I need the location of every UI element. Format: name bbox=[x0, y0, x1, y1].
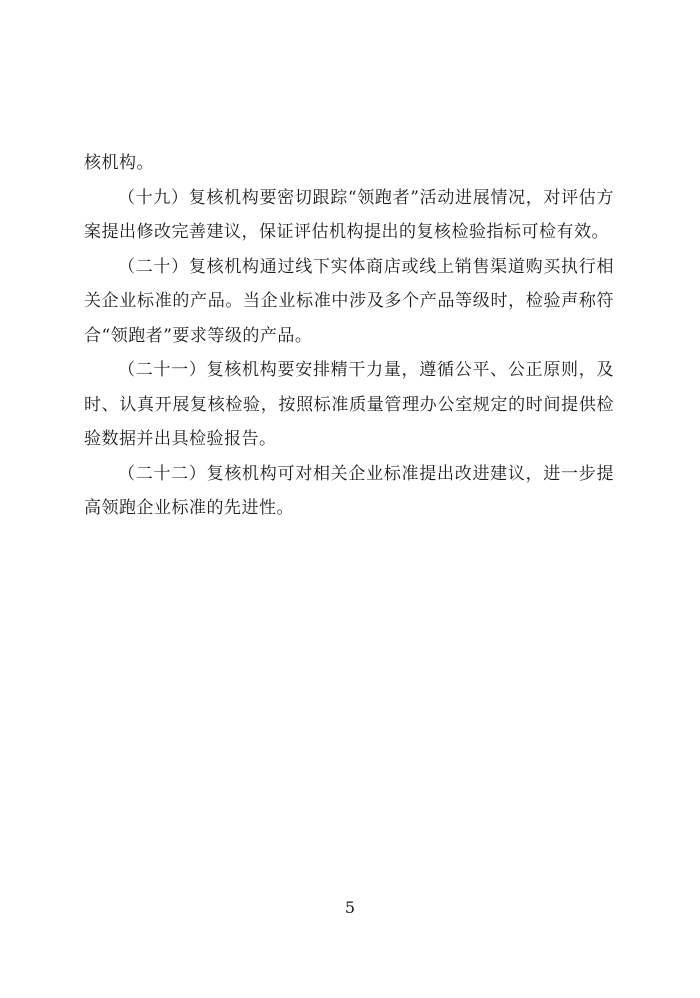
paragraph-continuation: 核机构。 bbox=[84, 153, 154, 173]
paragraph-19: （十九）复核机构要密切跟踪“领跑者”活动进展情况，对评估方案提出修改完善建议，保证评估机构提出的复核检验指标可检有效。 bbox=[84, 187, 614, 242]
paragraph-20: （二十）复核机构通过线下实体商店或线上销售渠道购买执行相关企业标准的产品。当企业标准中涉及多个产品等级时，检验声称符合“领跑者”要求等级的产品。 bbox=[84, 256, 614, 346]
paragraph-21: （二十一）复核机构要安排精干力量，遵循公平、公正原则，及时、认真开展复核检验，按照标准质量管理办公室规定的时间提供检验数据并出具检验报告。 bbox=[84, 360, 614, 449]
document-body bbox=[84, 146, 614, 526]
page-number: 5 bbox=[344, 898, 356, 917]
paragraph-22: （二十二）复核机构可对相关企业标准提出改进建议，进一步提高领跑企业标准的先进性。 bbox=[84, 463, 614, 518]
